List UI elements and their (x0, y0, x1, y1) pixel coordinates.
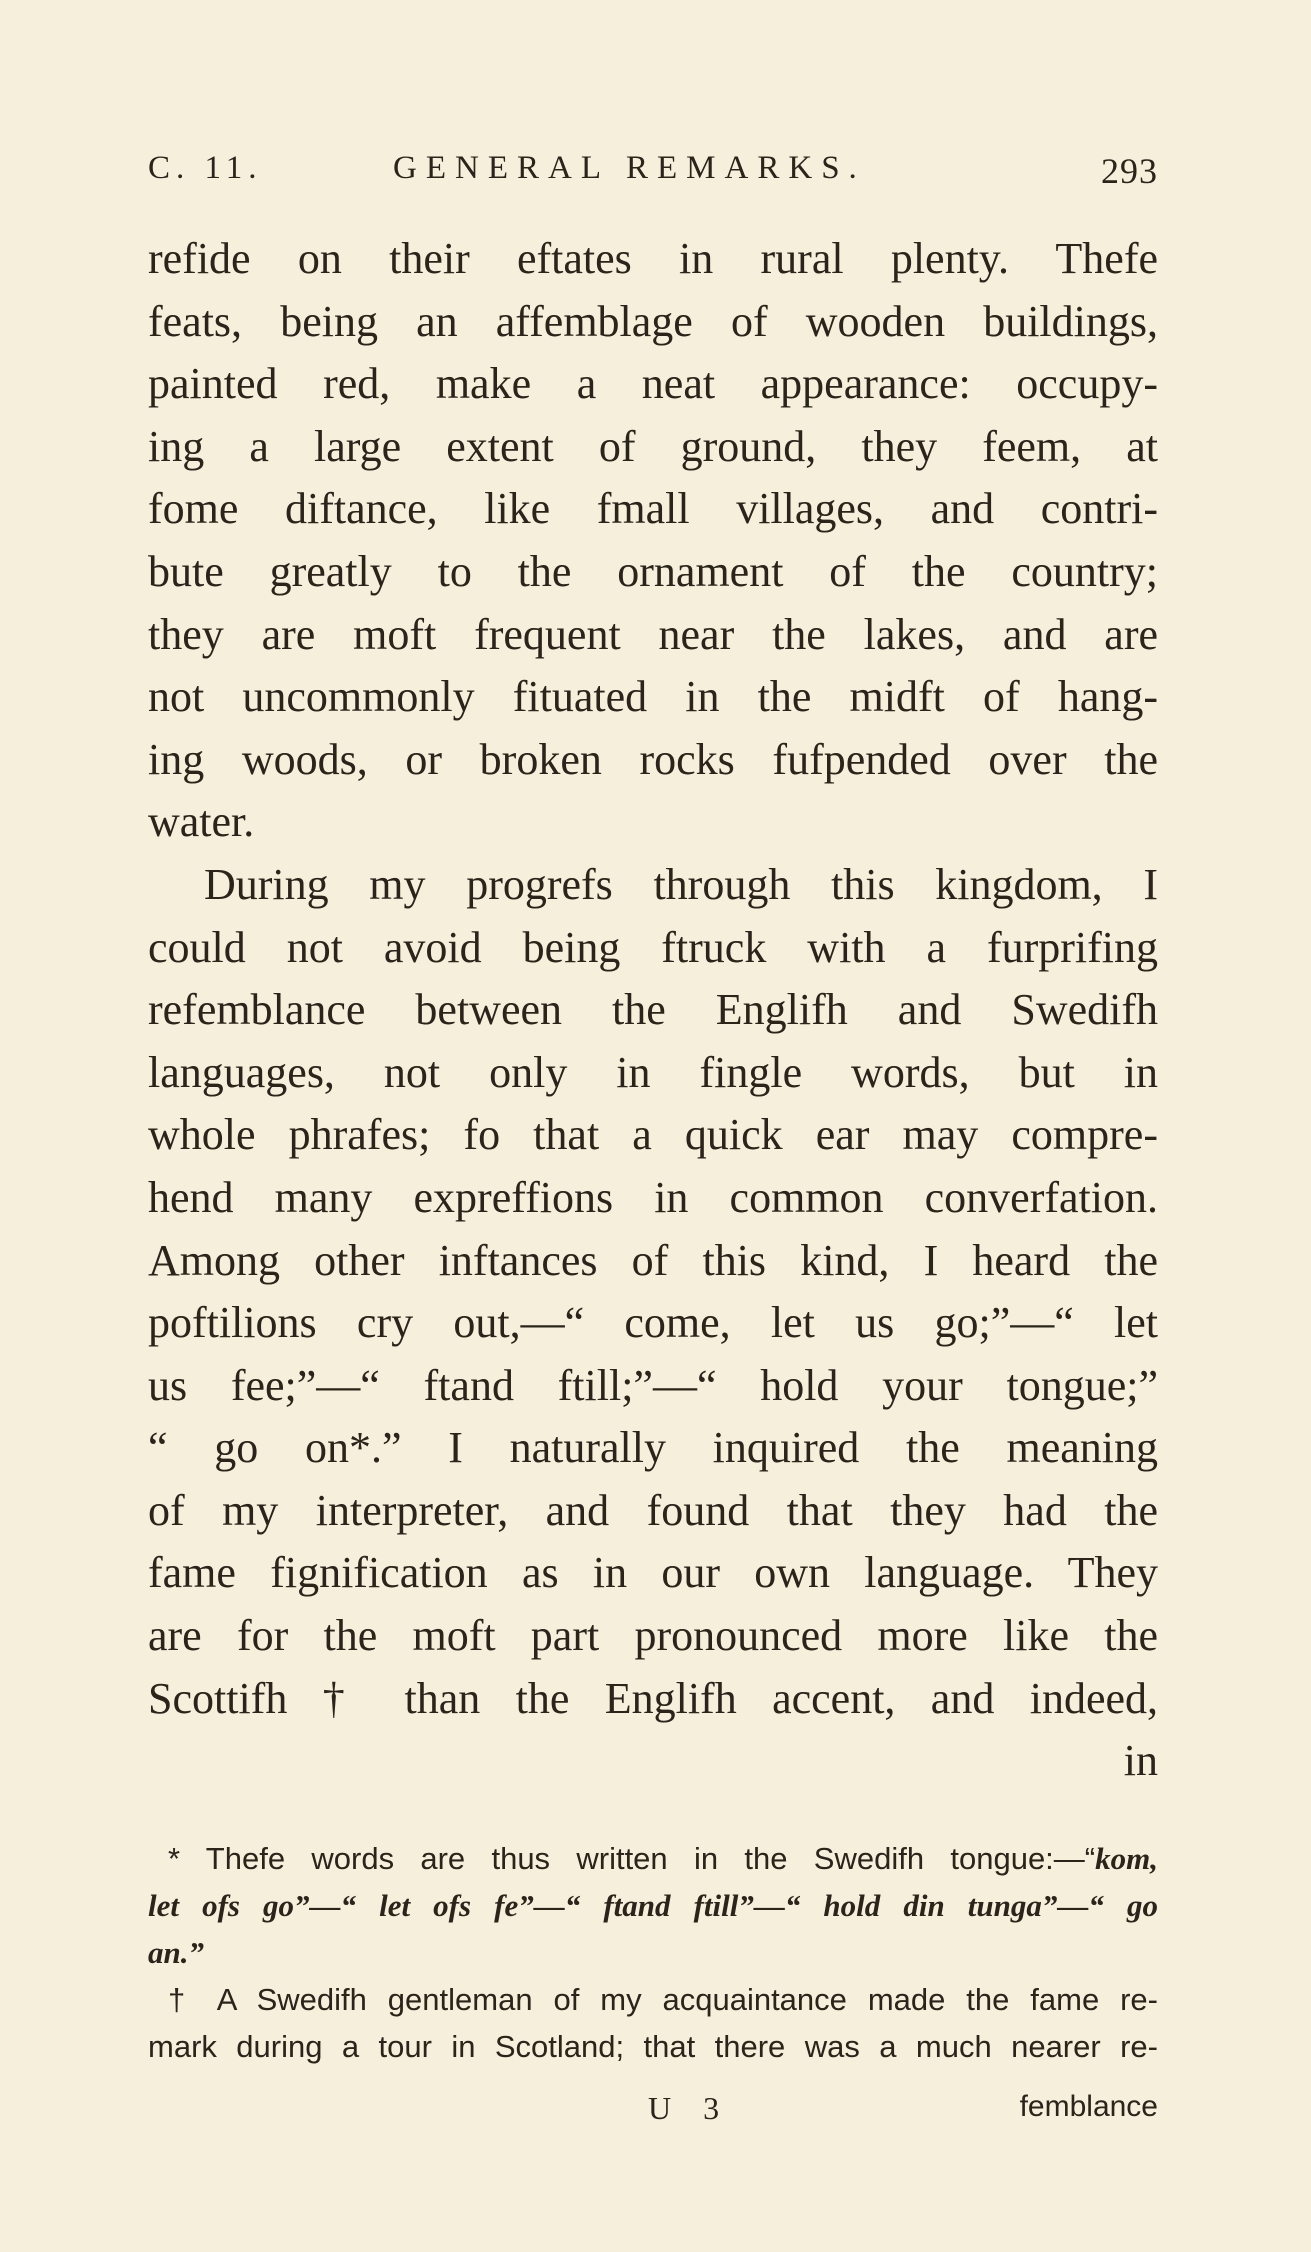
footnote-line: mark during a tour in Scotland; that there was a much nearer re- (148, 2029, 1158, 2064)
footnote-italic-text: an.” (148, 1935, 204, 1970)
text-line: water. (148, 797, 255, 847)
footnote-line (148, 1882, 1158, 1929)
text-line: painted red, make a neat appearance: occupy- (148, 359, 1158, 409)
text-line: ing woods, or broken rocks fufpended over the (148, 734, 1158, 784)
text-line: hend many expreffions in common converfation. (148, 1172, 1158, 1222)
text-line: of my interpreter, and found that they had the (148, 1485, 1158, 1535)
text-line: feats, being an affemblage of wooden buildings, (148, 296, 1158, 346)
footnote-line: † A Swedifh gentleman of my acquaintance made the fame re- (168, 1982, 1158, 2017)
footnote-line (148, 1929, 1158, 1976)
text-line: Scottifh † than the Englifh accent, and indeed, (148, 1673, 1158, 1723)
running-title: GENERAL REMARKS. (393, 150, 866, 186)
footnotes (148, 1835, 1158, 2070)
footnote-text: * Thefe words are thus written in the Swedifh tongue:—“ (168, 1841, 1096, 1876)
footnote-italic-text: let ofs go”—“ let ofs fe”—“ ftand ftill”—“ hold din tunga”—“ go (148, 1888, 1158, 1923)
text-line: ing a large extent of ground, they feem, at (148, 421, 1158, 471)
text-line: us fee;”—“ ftand ftill;”—“ hold your tongue;” (148, 1360, 1158, 1410)
text-line: poftilions cry out,—“ come, let us go;”—“ let (148, 1298, 1158, 1348)
running-head (148, 150, 1158, 200)
text-line: are for the moft part pronounced more like the (148, 1611, 1158, 1661)
text-line: could not avoid being ftruck with a furprifing (148, 922, 1158, 972)
text-line: languages, not only in fingle words, but in (148, 1047, 1158, 1097)
chapter-label: C. 11. (148, 150, 263, 186)
text-line: bute greatly to the ornament of the country; (148, 546, 1158, 596)
text-line: Among other inftances of this kind, I heard the (148, 1235, 1158, 1285)
text-line: they are moft frequent near the lakes, and are (148, 609, 1158, 659)
text-line: During my progrefs through this kingdom, I (204, 859, 1158, 909)
text-line: not uncommonly fituated in the midft of hang- (148, 672, 1158, 722)
catchword: in (1123, 1736, 1158, 1785)
text-line: refide on their eftates in rural plenty. Thefe (148, 234, 1158, 283)
text-line: “ go on*.” I naturally inquired the meaning (148, 1423, 1158, 1473)
footnote-italic-text: kom, (1095, 1841, 1158, 1876)
text-line: refemblance between the Englifh and Swedifh (148, 985, 1158, 1035)
text-line: fome diftance, like fmall villages, and contri- (148, 484, 1158, 534)
footnote-catchword: femblance (1019, 2090, 1158, 2123)
body-text (148, 228, 1158, 1730)
text-line: fame fignification as in our own language. They (148, 1548, 1158, 1598)
signature-line (148, 2090, 1158, 2135)
text-line: whole phrafes; fo that a quick ear may compre- (148, 1110, 1158, 1160)
footnote-line (148, 1835, 1158, 1882)
signature-mark: U 3 (648, 2090, 732, 2126)
page-number: 293 (1101, 151, 1158, 191)
